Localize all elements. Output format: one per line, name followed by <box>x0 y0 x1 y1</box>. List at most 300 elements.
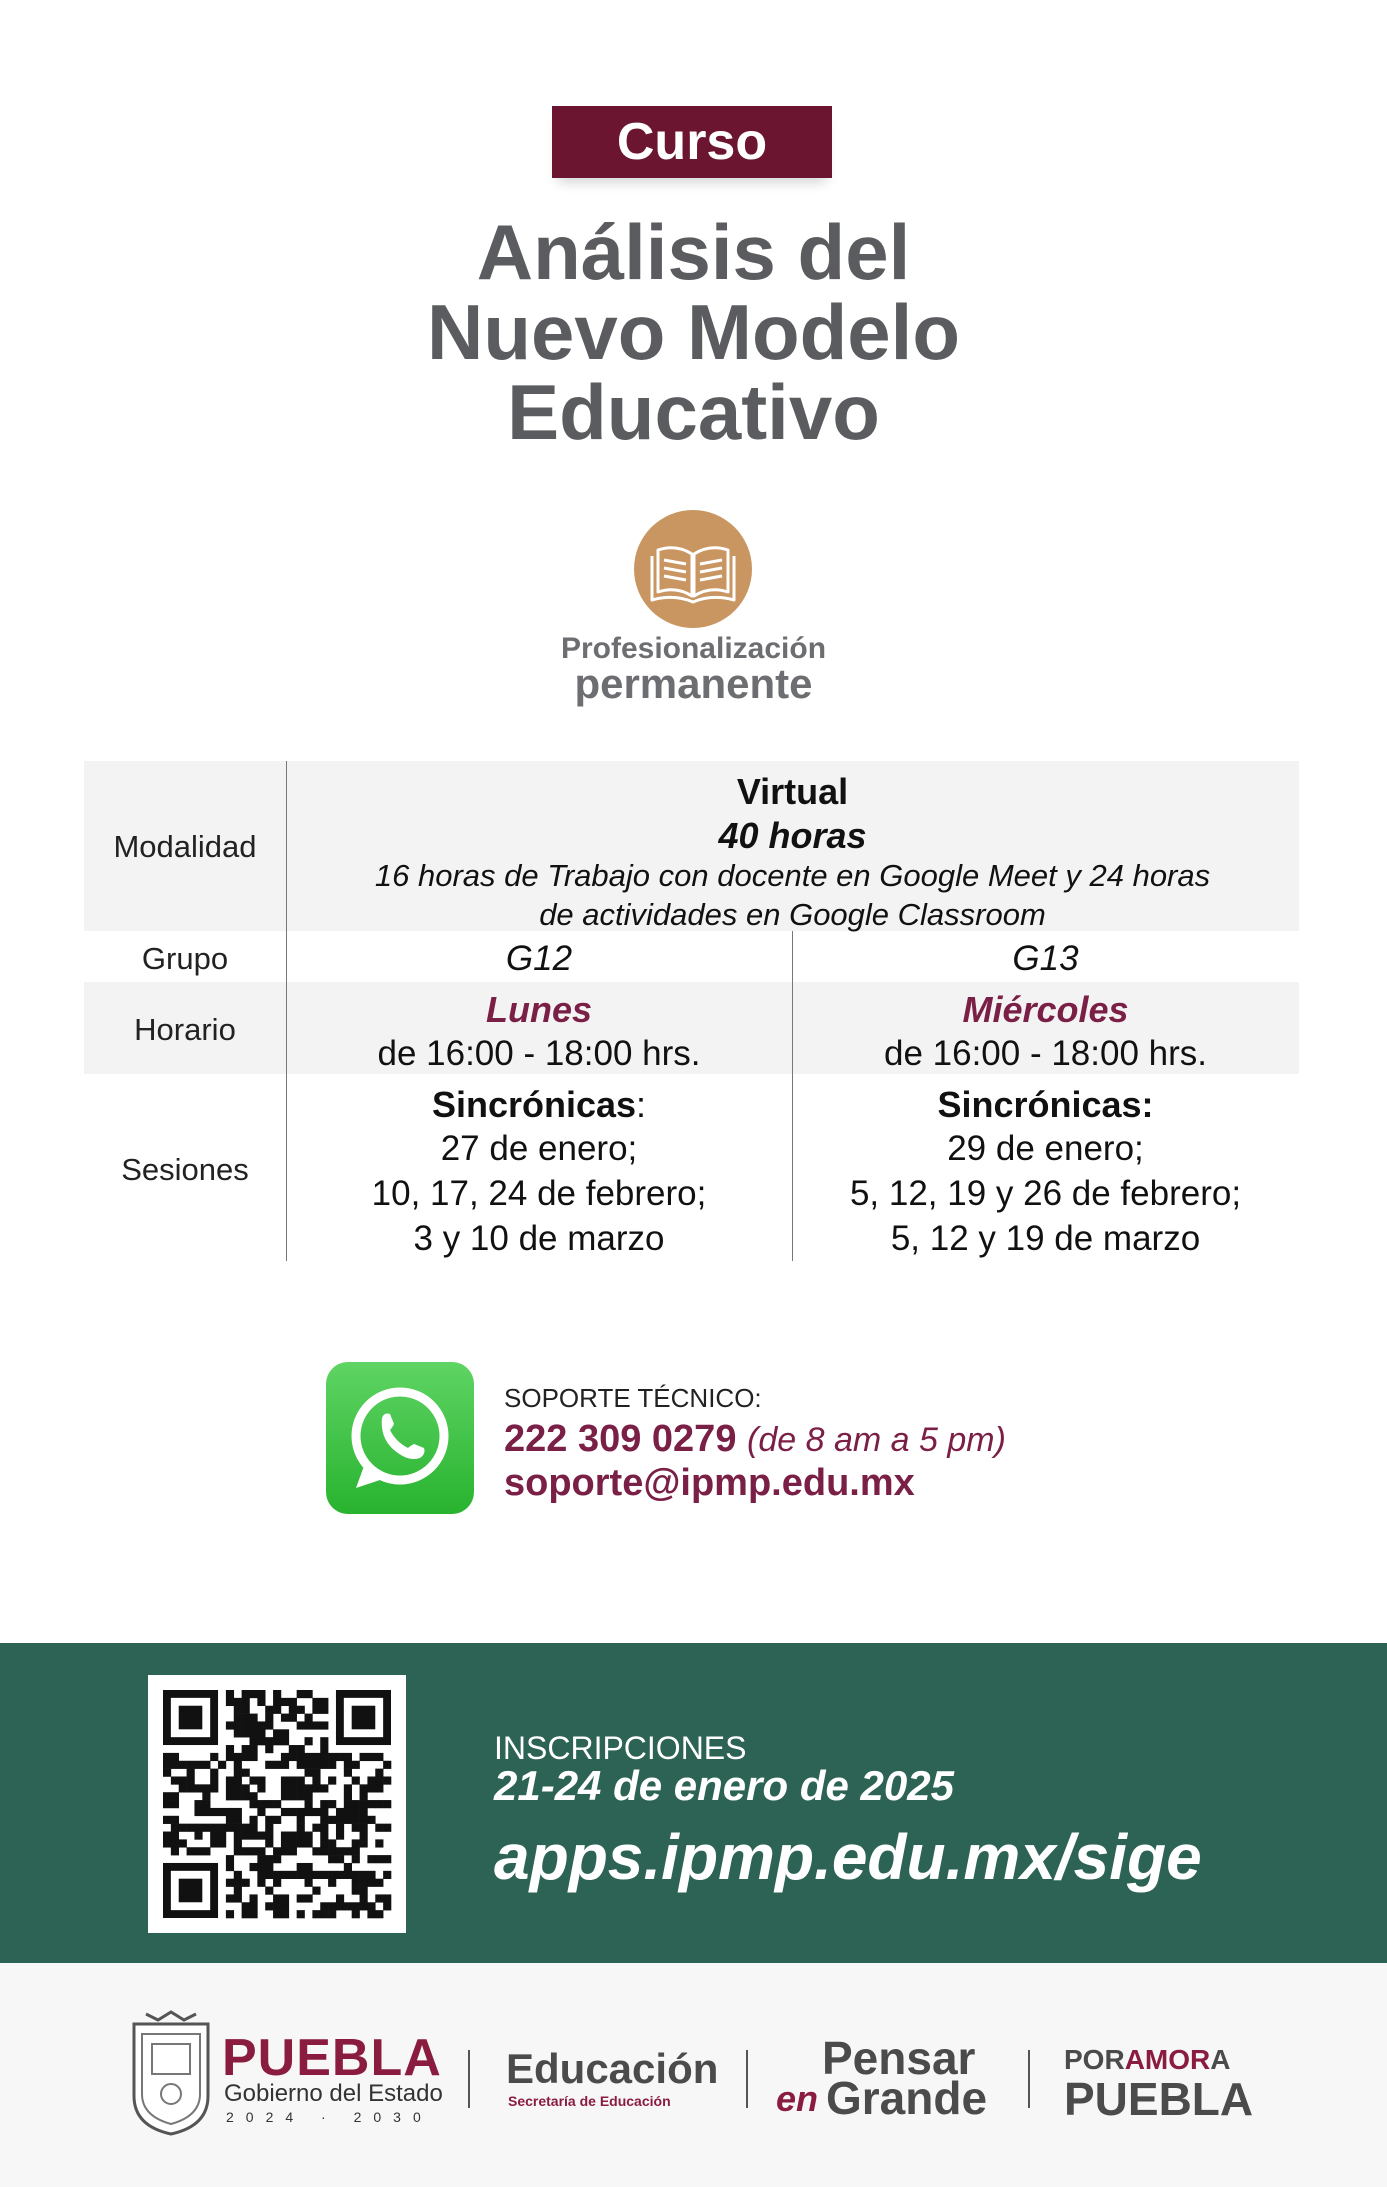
qr-module <box>320 1847 328 1855</box>
qr-module <box>281 1714 289 1722</box>
qr-module <box>344 1816 352 1824</box>
qr-module <box>242 1706 250 1714</box>
qr-module <box>171 1776 179 1784</box>
qr-module <box>265 1824 273 1832</box>
qr-module <box>320 1784 328 1792</box>
whatsapp-icon[interactable] <box>326 1362 474 1514</box>
qr-module <box>367 1855 375 1863</box>
qr-module <box>257 1784 265 1792</box>
qr-module <box>367 1871 375 1879</box>
qr-module <box>171 1761 179 1769</box>
qr-module <box>383 1855 391 1863</box>
qr-module <box>367 1902 375 1910</box>
qr-module <box>218 1832 226 1840</box>
sessions-title-text: Sincrónicas <box>431 1084 637 1125</box>
qr-module <box>383 1776 391 1784</box>
qr-module <box>383 1824 391 1832</box>
qr-module <box>194 1832 202 1840</box>
qr-module <box>328 1761 336 1769</box>
qr-module <box>367 1776 375 1784</box>
qr-module <box>289 1808 297 1816</box>
qr-module <box>297 1792 305 1800</box>
modality-detail: 16 horas de Trabajo con docente en Google Meet y 24 horas <box>374 858 1211 893</box>
qr-module <box>242 1769 250 1777</box>
qr-module <box>289 1839 297 1847</box>
qr-module <box>289 1753 297 1761</box>
qr-module <box>257 1776 265 1784</box>
qr-module <box>234 1721 242 1729</box>
qr-module <box>344 1863 352 1871</box>
qr-module <box>328 1847 336 1855</box>
qr-module <box>265 1721 273 1729</box>
qr-module <box>171 1753 179 1761</box>
course-info-table <box>84 761 1299 1261</box>
qr-module <box>163 1800 171 1808</box>
qr-module <box>281 1729 289 1737</box>
amor-text: AMOR <box>1124 2044 1211 2075</box>
qr-module <box>171 1792 179 1800</box>
qr-module <box>297 1706 305 1714</box>
qr-module <box>375 1824 383 1832</box>
qr-module <box>312 1698 320 1706</box>
qr-module <box>360 1887 368 1895</box>
qr-module <box>289 1871 297 1879</box>
qr-module <box>249 1721 257 1729</box>
qr-module <box>352 1816 360 1824</box>
qr-module <box>163 1761 171 1769</box>
qr-module <box>297 1863 305 1871</box>
qr-module <box>375 1784 383 1792</box>
qr-module <box>249 1847 257 1855</box>
qr-module <box>328 1910 336 1918</box>
qr-module <box>226 1776 234 1784</box>
qr-module <box>320 1910 328 1918</box>
qr-module <box>265 1745 273 1753</box>
qr-module <box>202 1847 210 1855</box>
qr-module <box>242 1910 250 1918</box>
qr-module <box>281 1792 289 1800</box>
qr-module <box>163 1769 171 1777</box>
qr-module <box>328 1871 336 1879</box>
qr-module <box>249 1690 257 1698</box>
registration-dates: 21-24 de enero de 2025 <box>494 1762 954 1809</box>
qr-module <box>281 1753 289 1761</box>
qr-module <box>312 1824 320 1832</box>
por-amor-puebla-text: PUEBLA <box>1064 2073 1254 2125</box>
course-title <box>0 208 1387 456</box>
qr-module <box>320 1721 328 1729</box>
qr-module <box>360 1800 368 1808</box>
qr-module <box>242 1714 250 1722</box>
qr-finder <box>179 1706 203 1730</box>
qr-module <box>320 1737 328 1745</box>
qr-module <box>305 1800 313 1808</box>
qr-module <box>226 1808 234 1816</box>
qr-module <box>297 1910 305 1918</box>
qr-module <box>312 1784 320 1792</box>
qr-module <box>179 1784 187 1792</box>
qr-module <box>242 1824 250 1832</box>
qr-module <box>242 1792 250 1800</box>
qr-module <box>257 1863 265 1871</box>
qr-module <box>383 1761 391 1769</box>
qr-module <box>344 1847 352 1855</box>
qr-module <box>257 1698 265 1706</box>
qr-module <box>226 1753 234 1761</box>
session-dates: 5, 12 y 19 de marzo <box>890 1219 1201 1258</box>
qr-module <box>273 1800 281 1808</box>
qr-module <box>242 1745 250 1753</box>
qr-module <box>320 1800 328 1808</box>
qr-module <box>297 1776 305 1784</box>
a-text: A <box>1210 2044 1231 2075</box>
qr-module <box>328 1855 336 1863</box>
qr-module <box>360 1784 368 1792</box>
qr-module <box>312 1847 320 1855</box>
qr-module <box>312 1761 320 1769</box>
qr-module <box>249 1714 257 1722</box>
qr-module <box>289 1745 297 1753</box>
qr-module <box>375 1769 383 1777</box>
qr-module <box>234 1839 242 1847</box>
qr-module <box>336 1855 344 1863</box>
qr-module <box>226 1698 234 1706</box>
qr-module <box>305 1879 313 1887</box>
qr-module <box>226 1894 234 1902</box>
qr-module <box>163 1753 171 1761</box>
qr-module <box>289 1698 297 1706</box>
qr-module <box>344 1769 352 1777</box>
qr-module <box>210 1839 218 1847</box>
qr-module <box>352 1887 360 1895</box>
qr-module <box>320 1761 328 1769</box>
qr-module <box>249 1729 257 1737</box>
qr-module <box>226 1816 234 1824</box>
qr-module <box>383 1902 391 1910</box>
qr-module <box>187 1847 195 1855</box>
qr-module <box>273 1910 281 1918</box>
qr-module <box>367 1800 375 1808</box>
qr-module <box>257 1800 265 1808</box>
qr-module <box>194 1784 202 1792</box>
qr-module <box>249 1824 257 1832</box>
qr-module <box>352 1847 360 1855</box>
qr-module <box>226 1855 234 1863</box>
label-grupo: Grupo <box>141 941 229 976</box>
qr-finder <box>179 1879 203 1903</box>
qr-module <box>297 1808 305 1816</box>
qr-module <box>226 1863 234 1871</box>
qr-module <box>265 1902 273 1910</box>
qr-module <box>242 1832 250 1840</box>
qr-module <box>257 1721 265 1729</box>
label-sesiones: Sesiones <box>121 1152 249 1187</box>
puebla-logo-text: PUEBLA <box>222 2029 442 2087</box>
qr-module <box>281 1737 289 1745</box>
qr-module <box>202 1792 210 1800</box>
qr-module <box>352 1800 360 1808</box>
qr-module <box>344 1902 352 1910</box>
qr-module <box>234 1706 242 1714</box>
qr-module <box>273 1855 281 1863</box>
qr-module <box>375 1776 383 1784</box>
label-modalidad: Modalidad <box>113 829 257 864</box>
support-email[interactable]: soporte@ipmp.edu.mx <box>504 1462 915 1504</box>
qr-module <box>171 1839 179 1847</box>
qr-module <box>202 1800 210 1808</box>
qr-module <box>273 1902 281 1910</box>
qr-module <box>305 1863 313 1871</box>
title-line: Análisis del <box>476 208 911 296</box>
qr-module <box>171 1800 179 1808</box>
support-phone-number[interactable]: 222 309 0279 <box>504 1418 737 1460</box>
qr-module <box>163 1816 171 1824</box>
qr-code-icon[interactable] <box>148 1675 406 1933</box>
qr-module <box>312 1706 320 1714</box>
session-dates: 10, 17, 24 de febrero; <box>371 1174 707 1213</box>
qr-module <box>352 1902 360 1910</box>
qr-module <box>312 1769 320 1777</box>
por-text: POR <box>1064 2044 1125 2075</box>
group-name-g13: G13 <box>1012 939 1079 978</box>
qr-module <box>273 1706 281 1714</box>
course-badge: Curso <box>552 106 832 178</box>
qr-module <box>265 1887 273 1895</box>
qr-module <box>297 1894 305 1902</box>
qr-module <box>265 1816 273 1824</box>
session-dates: 3 y 10 de marzo <box>413 1219 665 1258</box>
pensar-en-text: en <box>776 2078 819 2119</box>
qr-module <box>249 1745 257 1753</box>
support-hours: (de 8 am a 5 pm) <box>747 1421 1006 1459</box>
qr-module <box>375 1894 383 1902</box>
qr-module <box>202 1761 210 1769</box>
qr-module <box>210 1808 218 1816</box>
qr-module <box>312 1808 320 1816</box>
qr-module <box>234 1753 242 1761</box>
sessions-title-colon: : <box>636 1084 647 1125</box>
qr-module <box>226 1824 234 1832</box>
qr-module <box>328 1902 336 1910</box>
qr-module <box>305 1894 313 1902</box>
qr-module <box>320 1706 328 1714</box>
qr-module <box>352 1855 360 1863</box>
qr-module <box>367 1879 375 1887</box>
qr-module <box>297 1816 305 1824</box>
qr-module <box>297 1832 305 1840</box>
qr-module <box>210 1753 218 1761</box>
qr-module <box>289 1832 297 1840</box>
session-dates: 29 de enero; <box>947 1129 1144 1168</box>
qr-module <box>360 1824 368 1832</box>
qr-module <box>360 1808 368 1816</box>
qr-module <box>234 1816 242 1824</box>
qr-module <box>360 1894 368 1902</box>
qr-module <box>226 1690 234 1698</box>
qr-module <box>163 1839 171 1847</box>
qr-module <box>289 1706 297 1714</box>
qr-module <box>344 1871 352 1879</box>
qr-module <box>320 1753 328 1761</box>
qr-module <box>297 1721 305 1729</box>
qr-module <box>234 1761 242 1769</box>
qr-module <box>289 1847 297 1855</box>
support-phone[interactable] <box>504 1418 1006 1461</box>
qr-module <box>273 1690 281 1698</box>
qr-module <box>281 1776 289 1784</box>
qr-module <box>257 1690 265 1698</box>
qr-module <box>281 1832 289 1840</box>
qr-module <box>336 1894 344 1902</box>
schedule-day-g13: Miércoles <box>962 989 1129 1030</box>
qr-module <box>242 1784 250 1792</box>
qr-module <box>194 1824 202 1832</box>
qr-module <box>242 1698 250 1706</box>
qr-module <box>360 1816 368 1824</box>
qr-module <box>289 1714 297 1722</box>
qr-module <box>242 1879 250 1887</box>
qr-module <box>336 1832 344 1840</box>
qr-module <box>320 1745 328 1753</box>
qr-module <box>226 1721 234 1729</box>
qr-module <box>249 1737 257 1745</box>
qr-module <box>360 1753 368 1761</box>
qr-module <box>242 1729 250 1737</box>
qr-module <box>367 1784 375 1792</box>
group-name-g12: G12 <box>505 939 573 978</box>
qr-module <box>249 1792 257 1800</box>
schedule-time-g13: de 16:00 - 18:00 hrs. <box>884 1034 1207 1073</box>
qr-module <box>234 1879 242 1887</box>
qr-module <box>305 1792 313 1800</box>
qr-module <box>328 1839 336 1847</box>
qr-module <box>194 1847 202 1855</box>
qr-module <box>352 1879 360 1887</box>
qr-module <box>234 1871 242 1879</box>
qr-module <box>226 1879 234 1887</box>
qr-module <box>163 1832 171 1840</box>
qr-module <box>344 1800 352 1808</box>
pensar-logo-text: Pensar <box>822 2032 976 2084</box>
qr-module <box>202 1784 210 1792</box>
qr-module <box>375 1753 383 1761</box>
qr-module <box>265 1839 273 1847</box>
qr-module <box>202 1824 210 1832</box>
qr-module <box>249 1832 257 1840</box>
qr-module <box>336 1816 344 1824</box>
qr-module <box>242 1902 250 1910</box>
qr-module <box>352 1910 360 1918</box>
qr-module <box>265 1871 273 1879</box>
qr-module <box>234 1894 242 1902</box>
qr-module <box>265 1706 273 1714</box>
qr-module <box>242 1753 250 1761</box>
qr-module <box>281 1871 289 1879</box>
qr-module <box>305 1761 313 1769</box>
qr-module <box>289 1784 297 1792</box>
qr-module <box>218 1761 226 1769</box>
schedule-day-g12: Lunes <box>485 989 592 1030</box>
qr-module <box>328 1879 336 1887</box>
qr-module <box>360 1839 368 1847</box>
qr-module <box>344 1808 352 1816</box>
qr-module <box>336 1808 344 1816</box>
qr-module <box>273 1816 281 1824</box>
qr-module <box>218 1839 226 1847</box>
qr-module <box>242 1847 250 1855</box>
qr-module <box>187 1769 195 1777</box>
qr-module <box>320 1698 328 1706</box>
qr-module <box>297 1690 305 1698</box>
qr-module <box>281 1839 289 1847</box>
qr-module <box>249 1753 257 1761</box>
qr-module <box>336 1824 344 1832</box>
qr-module <box>305 1753 313 1761</box>
session-dates: 5, 12, 19 y 26 de febrero; <box>849 1174 1242 1213</box>
qr-module <box>367 1910 375 1918</box>
title-line: Educativo <box>507 368 880 456</box>
qr-module <box>383 1800 391 1808</box>
qr-module <box>375 1910 383 1918</box>
qr-module <box>344 1761 352 1769</box>
qr-module <box>305 1769 313 1777</box>
qr-module <box>360 1902 368 1910</box>
qr-module <box>367 1753 375 1761</box>
puebla-gobierno-text: Gobierno del Estado <box>224 2080 443 2107</box>
qr-module <box>234 1776 242 1784</box>
qr-module <box>234 1832 242 1840</box>
qr-module <box>336 1902 344 1910</box>
logo-divider <box>746 2050 748 2108</box>
qr-module <box>320 1816 328 1824</box>
qr-module <box>273 1879 281 1887</box>
support-label: SOPORTE TÉCNICO: <box>504 1383 762 1413</box>
qr-module <box>187 1761 195 1769</box>
qr-module <box>312 1753 320 1761</box>
qr-module <box>375 1855 383 1863</box>
qr-module <box>265 1761 273 1769</box>
registration-url[interactable]: apps.ipmp.edu.mx/sige <box>494 1821 1202 1893</box>
qr-module <box>242 1690 250 1698</box>
qr-module <box>257 1871 265 1879</box>
qr-module <box>187 1776 195 1784</box>
qr-module <box>210 1824 218 1832</box>
qr-module <box>265 1714 273 1722</box>
qr-module <box>305 1871 313 1879</box>
qr-module <box>289 1792 297 1800</box>
qr-module <box>367 1816 375 1824</box>
qr-module <box>352 1761 360 1769</box>
qr-module <box>344 1784 352 1792</box>
qr-module <box>187 1824 195 1832</box>
qr-module <box>257 1737 265 1745</box>
qr-module <box>226 1784 234 1792</box>
qr-module <box>328 1776 336 1784</box>
qr-module <box>281 1894 289 1902</box>
qr-module <box>320 1832 328 1840</box>
qr-module <box>234 1714 242 1722</box>
qr-module <box>179 1776 187 1784</box>
qr-module <box>375 1879 383 1887</box>
qr-module <box>265 1800 273 1808</box>
qr-module <box>249 1902 257 1910</box>
qr-module <box>297 1871 305 1879</box>
qr-module <box>312 1721 320 1729</box>
logo-divider <box>468 2050 470 2108</box>
qr-module <box>194 1808 202 1816</box>
registration-label: INSCRIPCIONES <box>494 1730 747 1766</box>
qr-module <box>273 1737 281 1745</box>
